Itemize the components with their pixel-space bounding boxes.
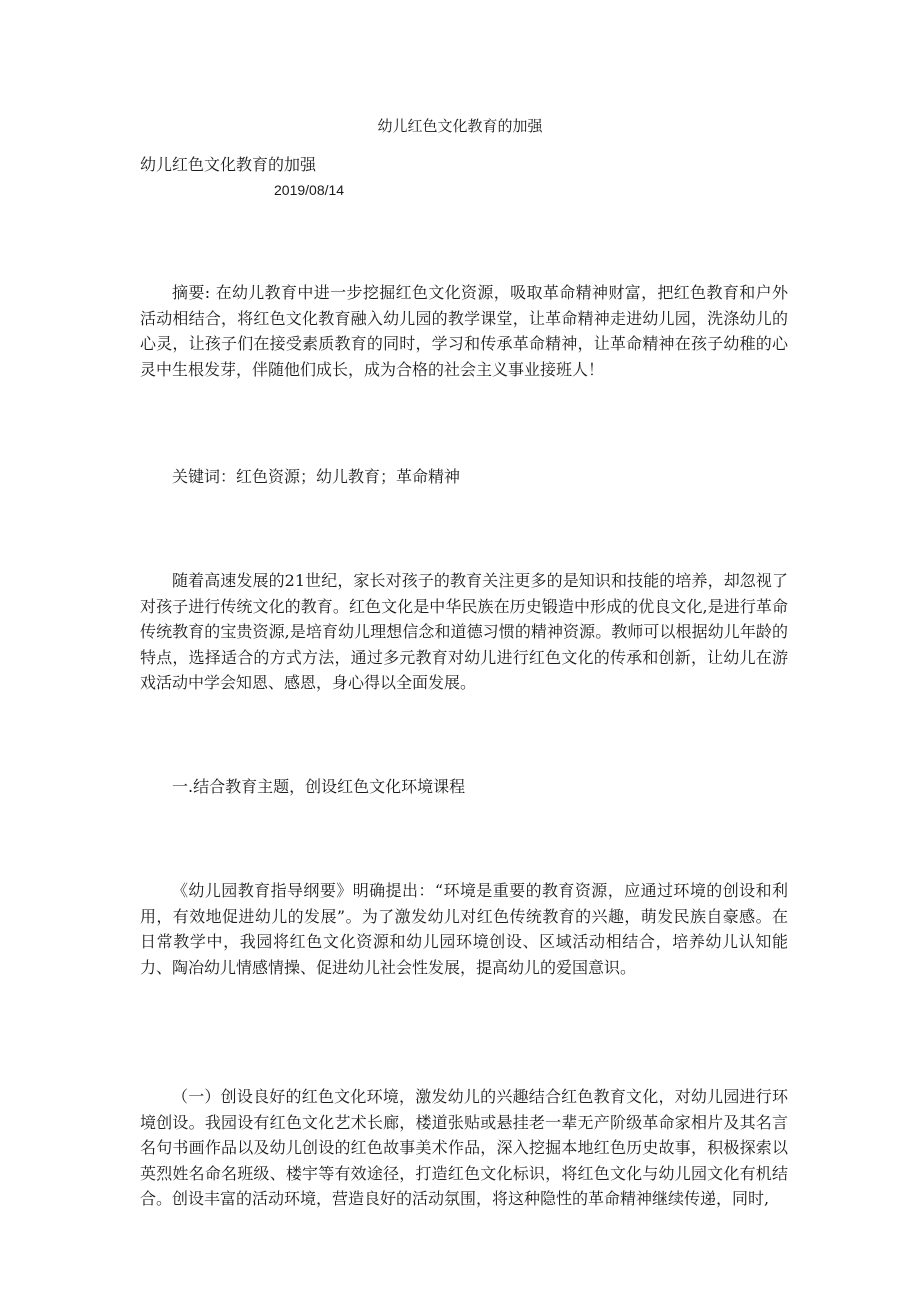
document-subtitle: 幼儿红色文化教育的加强 (140, 155, 317, 174)
section-1-paragraph: 《幼儿园教育指导纲要》明确提出：“环境是重要的教育资源，应通过环境的创设和利用，有效地促进幼儿的发展”。为了激发幼儿对红色传统教育的兴趣，萌发民族自豪感。在日常教学中，我园将红色文化资源和幼儿园环境创设、区域活动相结合，培养幼儿认知能力、陶冶幼儿情感情操、促进幼儿社会性发展，提高幼儿的爱国意识。 (140, 881, 788, 977)
abstract-paragraph: 摘要: 在幼儿教育中进一步挖掘红色文化资源，吸取革命精神财富，把红色教育和户外活动相结合，将红色文化教育融入幼儿园的教学课堂，让革命精神走进幼儿园，洗涤幼儿的心灵，让孩子们在接受素质教育的同时，学习和传承革命精神，让革命精神在孩子幼稚的心灵中生根发芽，伴随他们成长，成为合格的社会主义事业接班人！ (140, 283, 788, 379)
subsection-1-paragraph: （一）创设良好的红色文化环境，激发幼儿的兴趣结合红色教育文化，对幼儿园进行环境创设。我园设有红色文化艺术长廊，楼道张贴或悬挂老一辈无产阶级革命家相片及其名言名句书画作品以及幼儿创设的红色故事美术作品，深入挖掘本地红色历史故事，积极探索以英烈姓名命名班级、楼宇等有效途径，打造红色文化标识，将红色文化与幼儿园文化有机结合。创设丰富的活动环境，营造良好的活动氛围，将这种隐性的革命精神继续传递，同时, (140, 1087, 788, 1208)
section-1-heading: 一.结合教育主题，创设红色文化环境课程 (172, 777, 466, 796)
document-date: 2019/08/14 (274, 182, 345, 198)
document-title: 幼儿红色文化教育的加强 (377, 117, 543, 135)
keywords-paragraph: 关键词：红色资源；幼儿教育；革命精神 (172, 467, 461, 486)
intro-paragraph: 随着高速发展的21世纪，家长对孩子的教育关注更多的是知识和技能的培养，却忽视了对孩子进行传统文化的教育。红色文化是中华民族在历史锻造中形成的优良文化,是进行革命传统教育的宝贵资源,是培育幼儿理想信念和道德习惯的精神资源。教师可以根据幼儿年龄的特点，选择适合的方式方法，通过多元教育对幼儿进行红色文化的传承和创新，让幼儿在游戏活动中学会知恩、感恩，身心得以全面发展。 (140, 571, 788, 692)
